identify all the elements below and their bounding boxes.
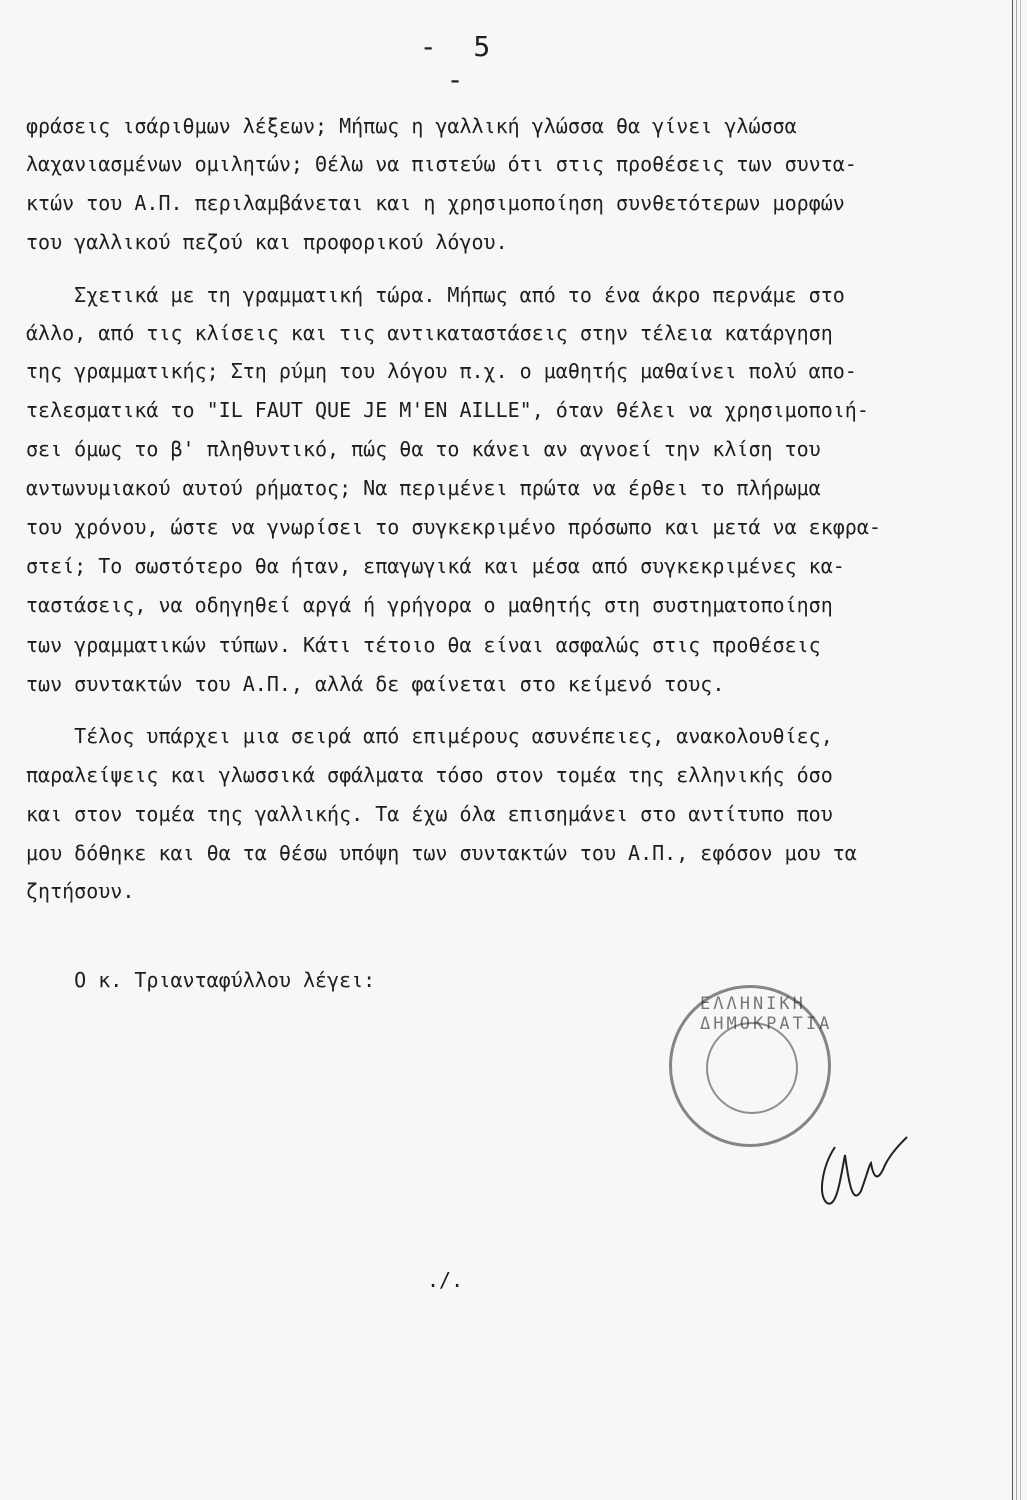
page-edge: [1012, 0, 1013, 1500]
text-line: στεί; Το σωστότερο θα ήταν, επαγωγικά και μέσα από συγκεκριμένες κα-: [26, 554, 845, 578]
text-line: αντωνυμιακού αυτού ρήματος; Να περιμένει πρώτα να έρθει το πλήρωμα: [26, 476, 821, 500]
text-line: του γαλλικού πεζού και προφορικού λόγου.: [26, 230, 508, 254]
text-line: ταστάσεις, να οδηγηθεί αργά ή γρήγορα ο μαθητής στη συστηματοποίηση: [26, 593, 833, 617]
text-line: λαχανιασμένων ομιλητών; Θέλω να πιστεύω ότι στις προθέσεις των συντα-: [26, 152, 857, 176]
text-line: Τέλος υπάρχει μια σειρά από επιμέρους ασυνέπειες, ανακολουθίες,: [26, 724, 833, 748]
text-line: της γραμματικής; Στη ρύμη του λόγου π.χ. ο μαθητής μαθαίνει πολύ απο-: [26, 359, 857, 383]
text-line: άλλο, από τις κλίσεις και τις αντικαταστάσεις στην τέλεια κατάργηση: [26, 321, 833, 345]
official-stamp: ΕΛΛΗΝΙΚΗ ΔΗΜΟΚΡΑΤΙΑ: [669, 985, 831, 1147]
text-line: ζητήσουν.: [26, 879, 135, 903]
text-line: και στον τομέα της γαλλικής. Τα έχω όλα επισημάνει στο αντίτυπο που: [26, 802, 833, 826]
text-line: μου δόθηκε και θα τα θέσω υπόψη των συντακτών του Α.Π., εφόσον μου τα: [26, 841, 857, 865]
stamp-emblem: [706, 1022, 798, 1114]
page-number: - 5 -: [419, 30, 501, 96]
text-line: τελεσματικά το "IL FAUT QUE JE M'EN AILLE", όταν θέλει να χρησιμοποιή-: [26, 398, 869, 422]
text-line: φράσεις ισάριθμων λέξεων; Μήπως η γαλλική γλώσσα θα γίνει γλώσσα: [26, 114, 797, 138]
page-edge: [1016, 0, 1017, 1500]
text-line: του χρόνου, ώστε να γνωρίσει το συγκεκριμένο πρόσωπο και μετά να εκφρα-: [26, 515, 881, 539]
text-line: Σχετικά με τη γραμματική τώρα. Μήπως από το ένα άκρο περνάμε στο: [26, 283, 845, 307]
continuation-mark: ./.: [427, 1268, 464, 1292]
signature: [815, 1135, 910, 1215]
page-edge: [1020, 0, 1021, 1500]
text-line: των συντακτών του Α.Π., αλλά δε φαίνεται στο κείμενό τους.: [26, 672, 725, 696]
text-line: σει όμως το β' πληθυντικό, πώς θα το κάνει αν αγνοεί την κλίση του: [26, 437, 821, 461]
speaker-line: Ο κ. Τριανταφύλλου λέγει:: [26, 968, 376, 992]
text-line: των γραμματικών τύπων. Κάτι τέτοιο θα είναι ασφαλώς στις προθέσεις: [26, 633, 821, 657]
text-line: παραλείψεις και γλωσσικά σφάλματα τόσο στον τομέα της ελληνικής όσο: [26, 763, 833, 787]
text-line: κτών του Α.Π. περιλαμβάνεται και η χρησιμοποίηση συνθετότερων μορφών: [26, 191, 845, 215]
